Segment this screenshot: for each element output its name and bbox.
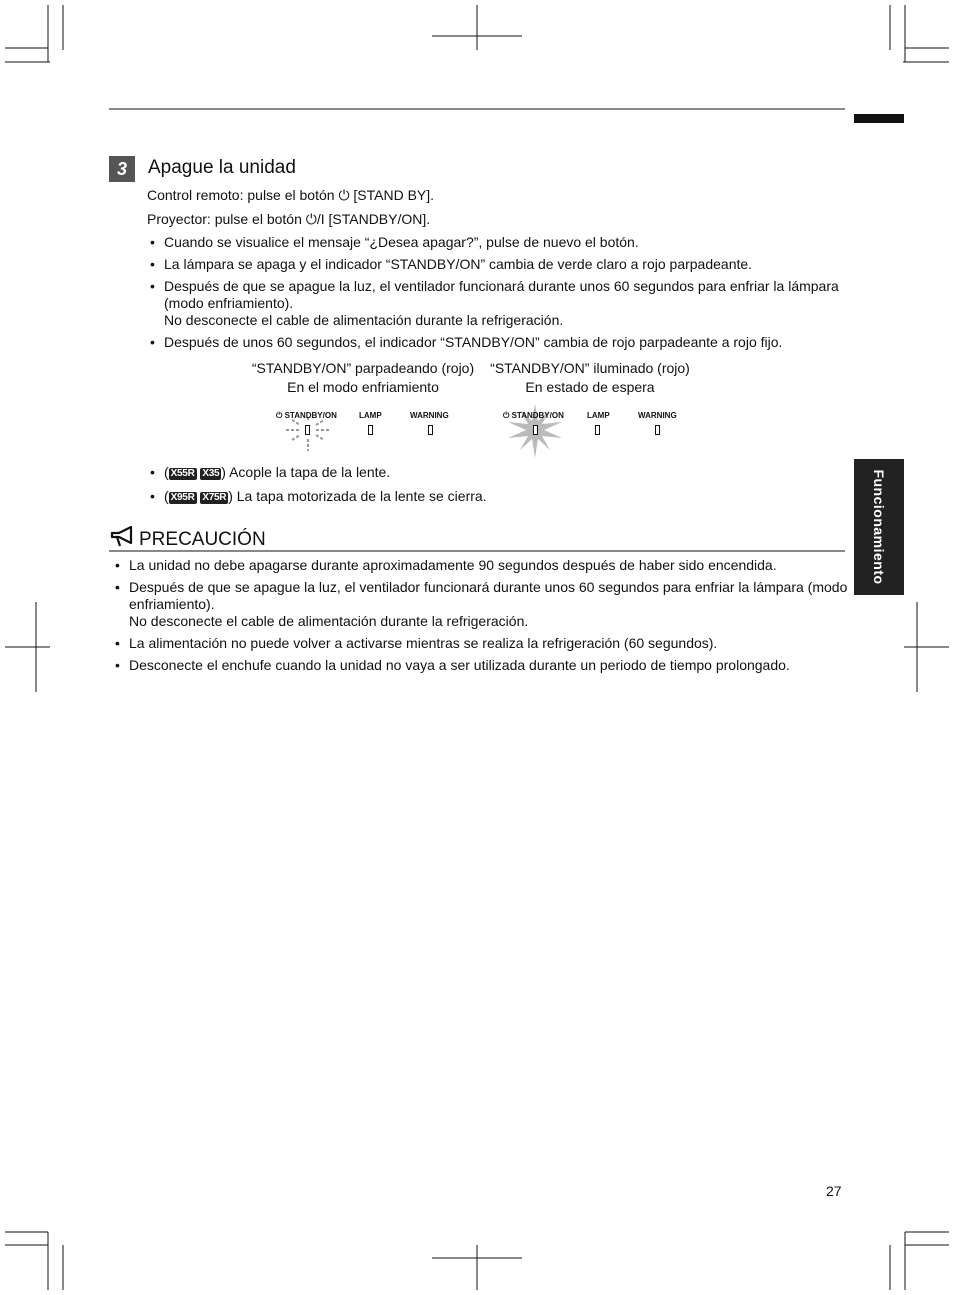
step-title: Apague la unidad (148, 157, 296, 178)
warning-label: WARNING (638, 411, 677, 420)
remote-control-instruction: Control remoto: pulse el botón ⏻ [STAND BY]. (147, 187, 435, 203)
lamp-label: LAMP (587, 411, 610, 420)
caution-bullet: • La unidad no debe apagarse durante aproximadamente 90 segundos después de haber sido encendida. (115, 557, 777, 573)
panel-2-caption: “STANDBY/ON” iluminado (rojo) (490, 360, 690, 376)
panel-1-subcaption: En el modo enfriamiento (287, 379, 439, 395)
step-number-badge: 3 (109, 156, 135, 182)
model-badge: X75R (202, 492, 227, 503)
standby-on-label: ⏻ STANDBY/ON (503, 411, 564, 420)
step-bullet: • Después de unos 60 segundos, el indicador “STANDBY/ON” cambia de rojo parpadeante a rojo fijo. (150, 334, 783, 350)
lamp-led (595, 425, 600, 435)
panel-1-caption: “STANDBY/ON” parpadeando (rojo) (251, 360, 475, 376)
warning-led (428, 425, 433, 435)
standby-on-label: ⏻ STANDBY/ON (276, 411, 337, 420)
model-badge: X95R (170, 492, 195, 503)
page-number: 27 (826, 1183, 842, 1199)
model-badge: X55R (170, 468, 195, 479)
projector-instruction: Proyector: pulse el botón ⏻/I [STANDBY/ON]. (147, 211, 431, 227)
section-side-tab (854, 459, 904, 595)
step-bullet-continuation: (modo enfriamiento). (164, 295, 294, 311)
megaphone-icon (109, 526, 135, 548)
step-bullet: • Cuando se visualice el mensaje “¿Desea apagar?”, pulse de nuevo el botón. (150, 234, 639, 250)
motorized-lens-line: • ( X95R X75R ) La tapa motorizada de la lente se cierra. (150, 488, 487, 504)
warning-label: WARNING (410, 411, 449, 420)
lamp-led (368, 425, 373, 435)
caution-bullet-note: No desconecte el cable de alimentación durante la refrigeración. (129, 613, 529, 629)
lamp-label: LAMP (359, 411, 382, 420)
panel-2-subcaption: En estado de espera (525, 379, 655, 395)
blinking-rays-icon (280, 415, 340, 455)
caution-bullet: • Después de que se apague la luz, el ventilador funcionará durante unos 60 segundos para enfriar la lámpara (modo (115, 579, 848, 595)
warning-led (655, 425, 660, 435)
model-badge: X35 (202, 468, 220, 479)
caution-bullet: • La alimentación no puede volver a activarse mientras se realiza la refrigeración (60 segundos). (115, 635, 718, 651)
standby-led (305, 425, 310, 435)
caution-bullet-continuation: enfriamiento). (129, 596, 215, 612)
step-bullet: • La lámpara se apaga y el indicador “STANDBY/ON” cambia de verde claro a rojo parpadeante. (150, 256, 753, 272)
caution-bullet: • Desconecte el enchufe cuando la unidad no vaya a ser utilizada durante un periodo de tiempo prolongado. (115, 657, 790, 673)
step-bullet: • Después de que se apague la luz, el ventilador funcionará durante unos 60 segundos para enfriar la lámpara (150, 278, 839, 294)
step-bullet-note: No desconecte el cable de alimentación durante la refrigeración. (164, 312, 564, 328)
side-tab-label: Funcionamiento (871, 469, 887, 585)
lens-cap-line: • ( X55R X35 ) Acople la tapa de la lente. (150, 464, 391, 480)
standby-led (533, 425, 538, 435)
caution-title: PRECAUCIÓN (139, 529, 266, 550)
